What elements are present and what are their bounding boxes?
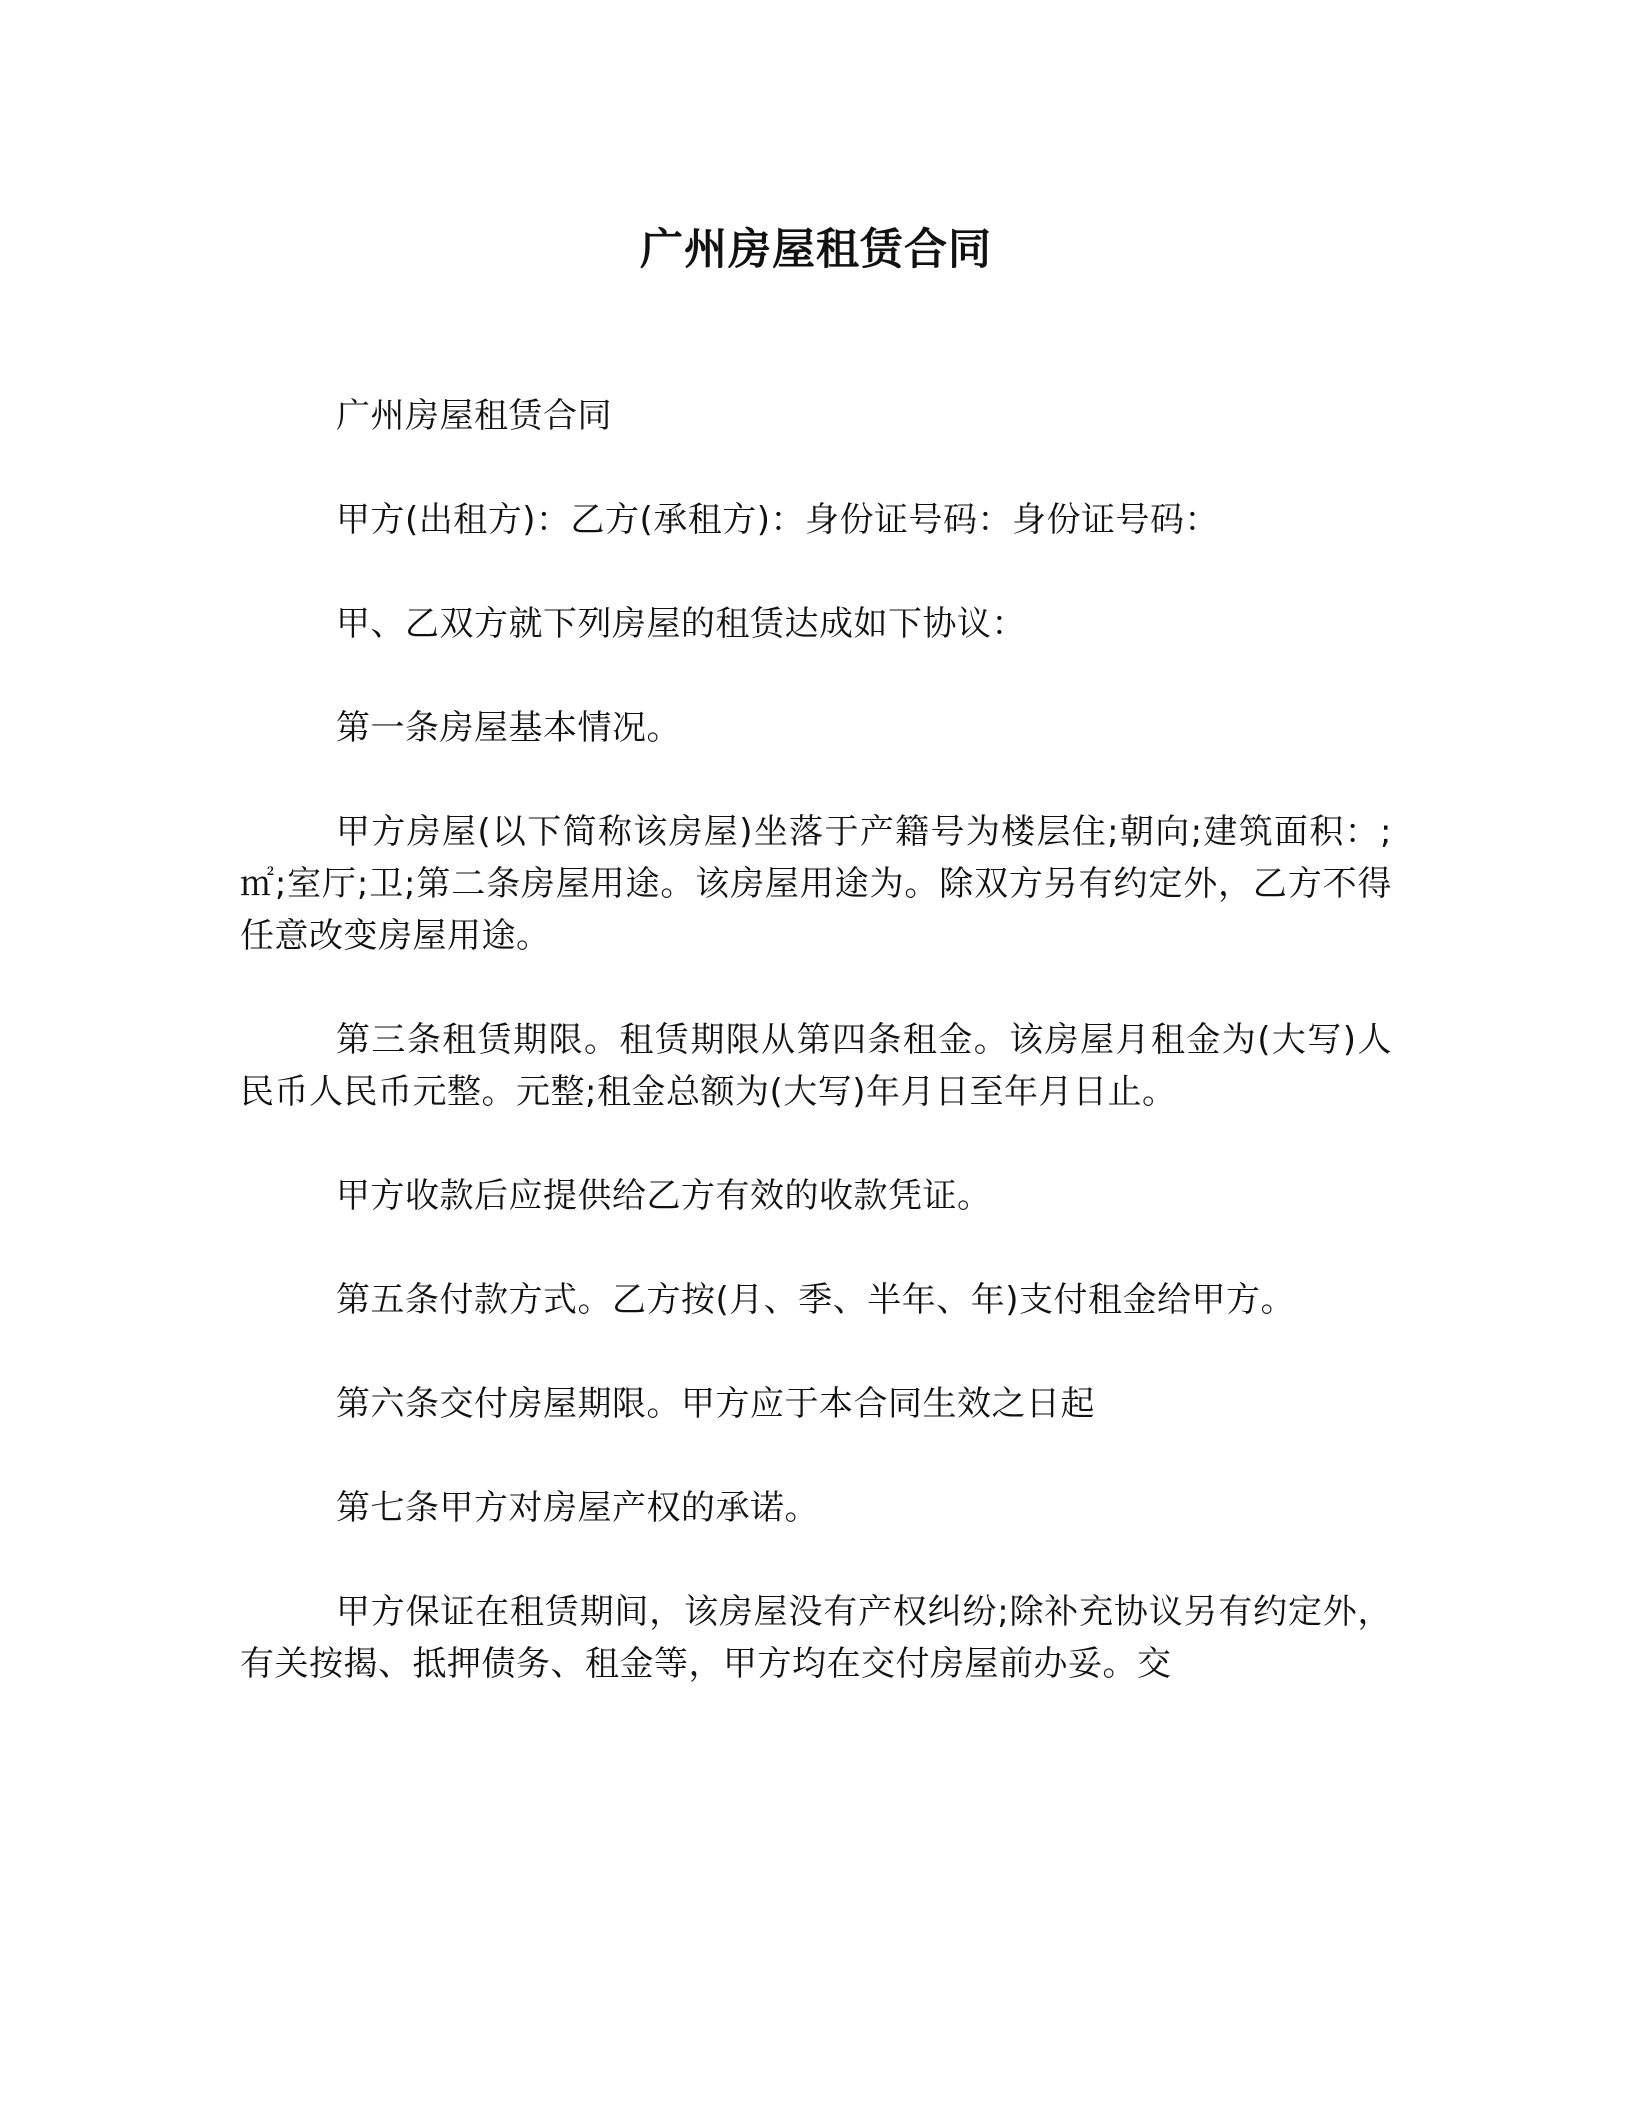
paragraph-receipt: 甲方收款后应提供给乙方有效的收款凭证。: [336, 1176, 992, 1216]
document-title: 广州房屋租赁合同: [640, 225, 992, 275]
paragraph-article-3-4: 第三条租赁期限。租赁期限从第四条租金。该房屋月租金为(大写)人民币人民币元整。元整;租金总额为(大写)年月日至年月日止。: [240, 1020, 1392, 1112]
paragraph-heading: 广州房屋租赁合同: [336, 396, 612, 436]
paragraph-property-details: 甲方房屋(以下简称该房屋)坐落于产籍号为楼层住;朝向;建筑面积：;㎡;室厅;卫;第二条房屋用途。该房屋用途为。除双方另有约定外，乙方不得任意改变房屋用途。: [240, 812, 1392, 956]
document-body: [240, 390, 1392, 1742]
paragraph-article-7: 第七条甲方对房屋产权的承诺。: [336, 1488, 819, 1528]
paragraph-article-6: 第六条交付房屋期限。甲方应于本合同生效之日起: [336, 1384, 1095, 1424]
paragraph-title-guarantee: 甲方保证在租赁期间，该房屋没有产权纠纷;除补充协议另有约定外，有关按揭、抵押债务、租金等，甲方均在交付房屋前办妥。交: [240, 1592, 1392, 1684]
paragraph-agreement-intro: 甲、乙双方就下列房屋的租赁达成如下协议：: [336, 604, 1026, 644]
paragraph-parties: 甲方(出租方)：乙方(承租方)：身份证号码：身份证号码：: [336, 500, 1220, 540]
paragraph-article-5: 第五条付款方式。乙方按(月、季、半年、年)支付租金给甲方。: [336, 1280, 1296, 1320]
paragraph-article-1: 第一条房屋基本情况。: [336, 708, 681, 748]
